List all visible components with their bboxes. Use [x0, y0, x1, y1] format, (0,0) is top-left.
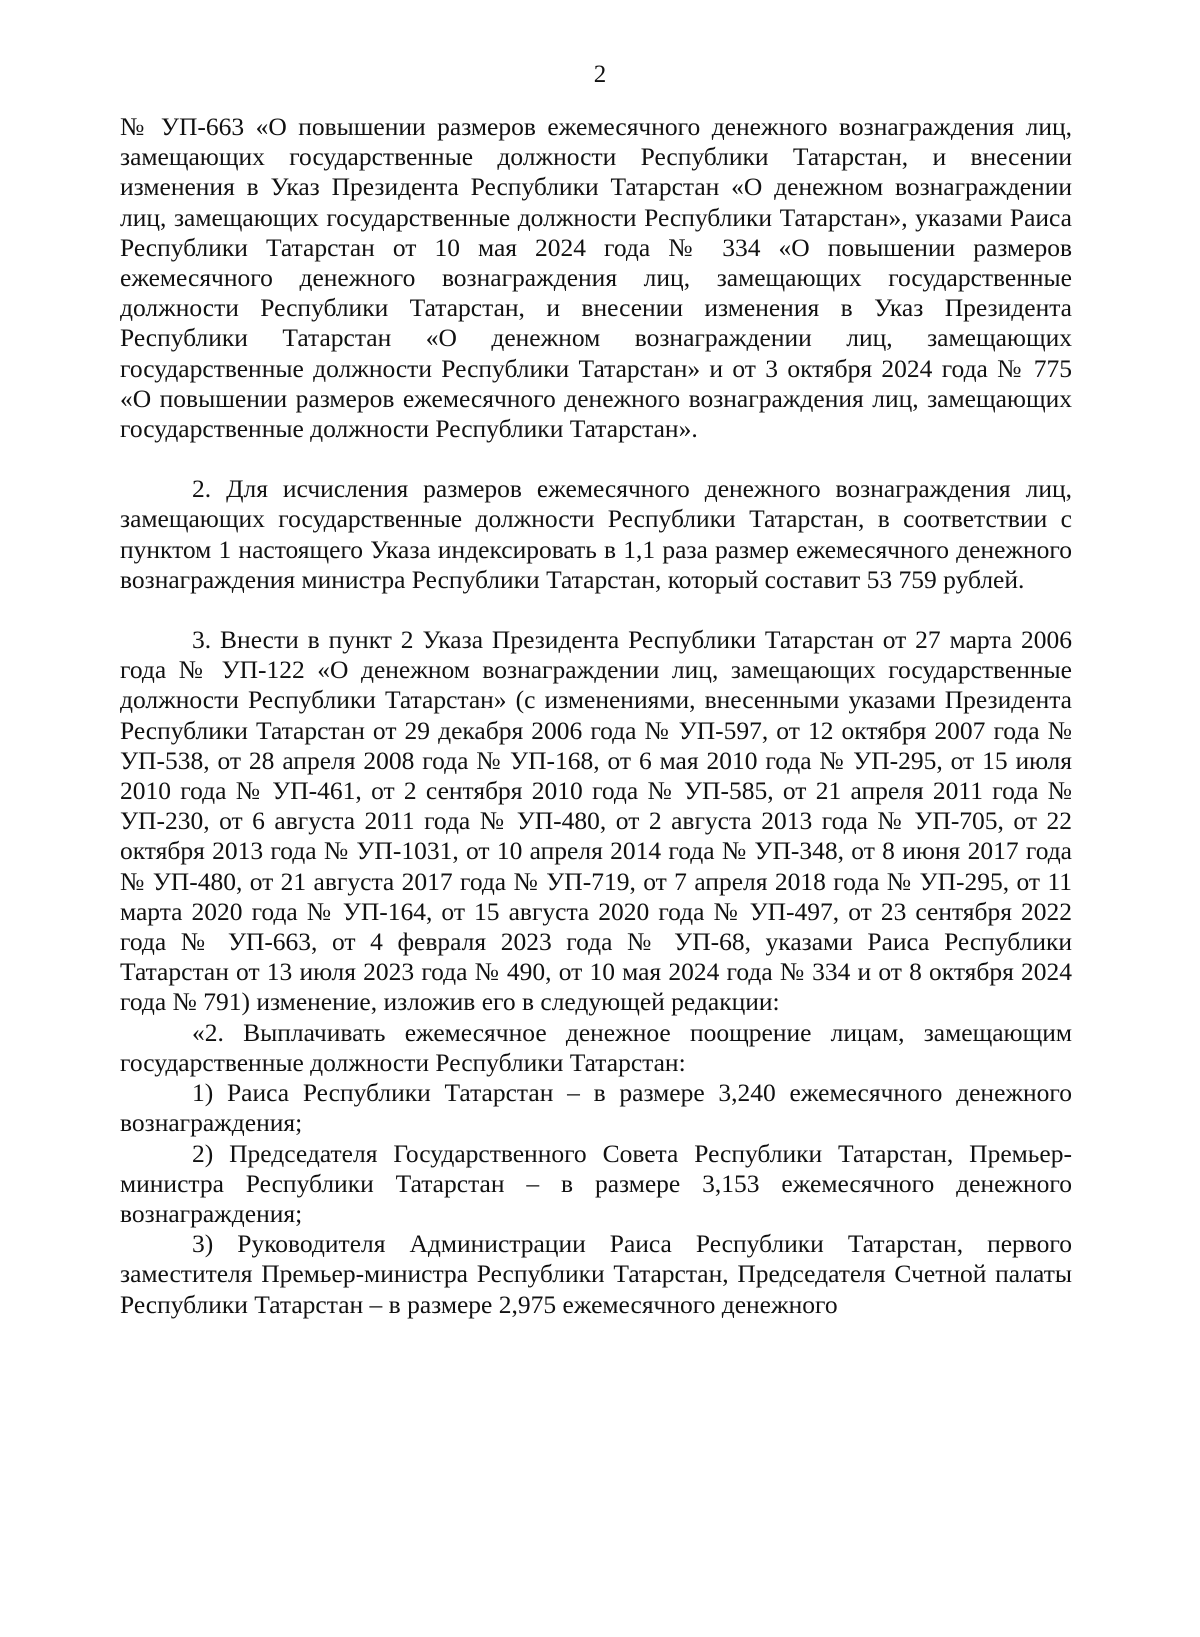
paragraph-quoted-item-2: «2. Выплачивать ежемесячное денежное поощрение лицам, замещающим государственные должности Республики Татарстан: [120, 1017, 1072, 1077]
document-body [120, 112, 1072, 1320]
paragraph-item-3: 3. Внести в пункт 2 Указа Президента Республики Татарстан от 27 марта 2006 года № УП-122 «О денежном вознаграждении лиц, замещающих государственные должности Республики Татарстан» (с изменениями, внесенными указами Президента Республики Татарстан от 29 декабря 2006 года № УП-597, от 12 октября 2007 года № УП-538, от 28 апреля 2008 года № УП-168, от 6 мая 2010 года № УП-295, от 15 июля 2010 года № УП-461, от 2 сентября 2010 года № УП-585, от 21 апреля 2011 года № УП-230, от 6 августа 2011 года № УП-480, от 2 августа 2013 года № УП-705, от 22 октября 2013 года № УП-1031, от 10 апреля 2014 года № УП-348, от 8 июня 2017 года № УП-480, от 21 августа 2017 года № УП-719, от 7 апреля 2018 года № УП-295, от 11 марта 2020 года № УП-164, от 15 августа 2020 года № УП-497, от 23 сентября 2022 года № УП-663, от 4 февраля 2023 года № УП-68, указами Раиса Республики Татарстан от 13 июля 2023 года № 490, от 10 мая 2024 года № 334 и от 8 октября 2024 года № 791) изменение, изложив его в следующей редакции: [120, 625, 1072, 1017]
paragraph-item-2: 2. Для исчисления размеров ежемесячного денежного вознаграждения лиц, замещающих государственные должности Республики Татарстан, в соответствии с пунктом 1 настоящего Указа индексировать в 1,1 раза размер ежемесячного денежного вознаграждения министра Республики Татарстан, который составит 53 759 рублей. [120, 474, 1072, 594]
paragraph-subitem-2: 2) Председателя Государственного Совета Республики Татарстан, Премьер-министра Республики Татарстан – в размере 3,153 ежемесячного денежного вознаграждения; [120, 1138, 1072, 1228]
paragraph-subitem-1: 1) Раиса Республики Татарстан – в размере 3,240 ежемесячного денежного вознаграждения; [120, 1078, 1072, 1138]
paragraph-subitem-3: 3) Руководителя Администрации Раиса Республики Татарстан, первого заместителя Премьер-министра Республики Татарстан, Председателя Счетной палаты Республики Татарстан – в размере 2,975 ежемесячного денежного [120, 1229, 1072, 1319]
page-number: 2 [593, 61, 607, 88]
paragraph-continuation: № УП-663 «О повышении размеров ежемесячного денежного вознаграждения лиц, замещающих государственные должности Республики Татарстан, и внесении изменения в Указ Президента Республики Татарстан «О денежном вознаграждении лиц, замещающих государственные должности Республики Татарстан», указами Раиса Республики Татарстан от 10 мая 2024 года № 334 «О повышении размеров ежемесячного денежного вознаграждения лиц, замещающих государственные должности Республики Татарстан, и внесении изменения в Указ Президента Республики Татарстан «О денежном вознаграждении лиц, замещающих государственные должности Республики Татарстан» и от 3 октября 2024 года № 775 «О повышении размеров ежемесячного денежного вознаграждения лиц, замещающих государственные должности Республики Татарстан». [120, 112, 1072, 444]
